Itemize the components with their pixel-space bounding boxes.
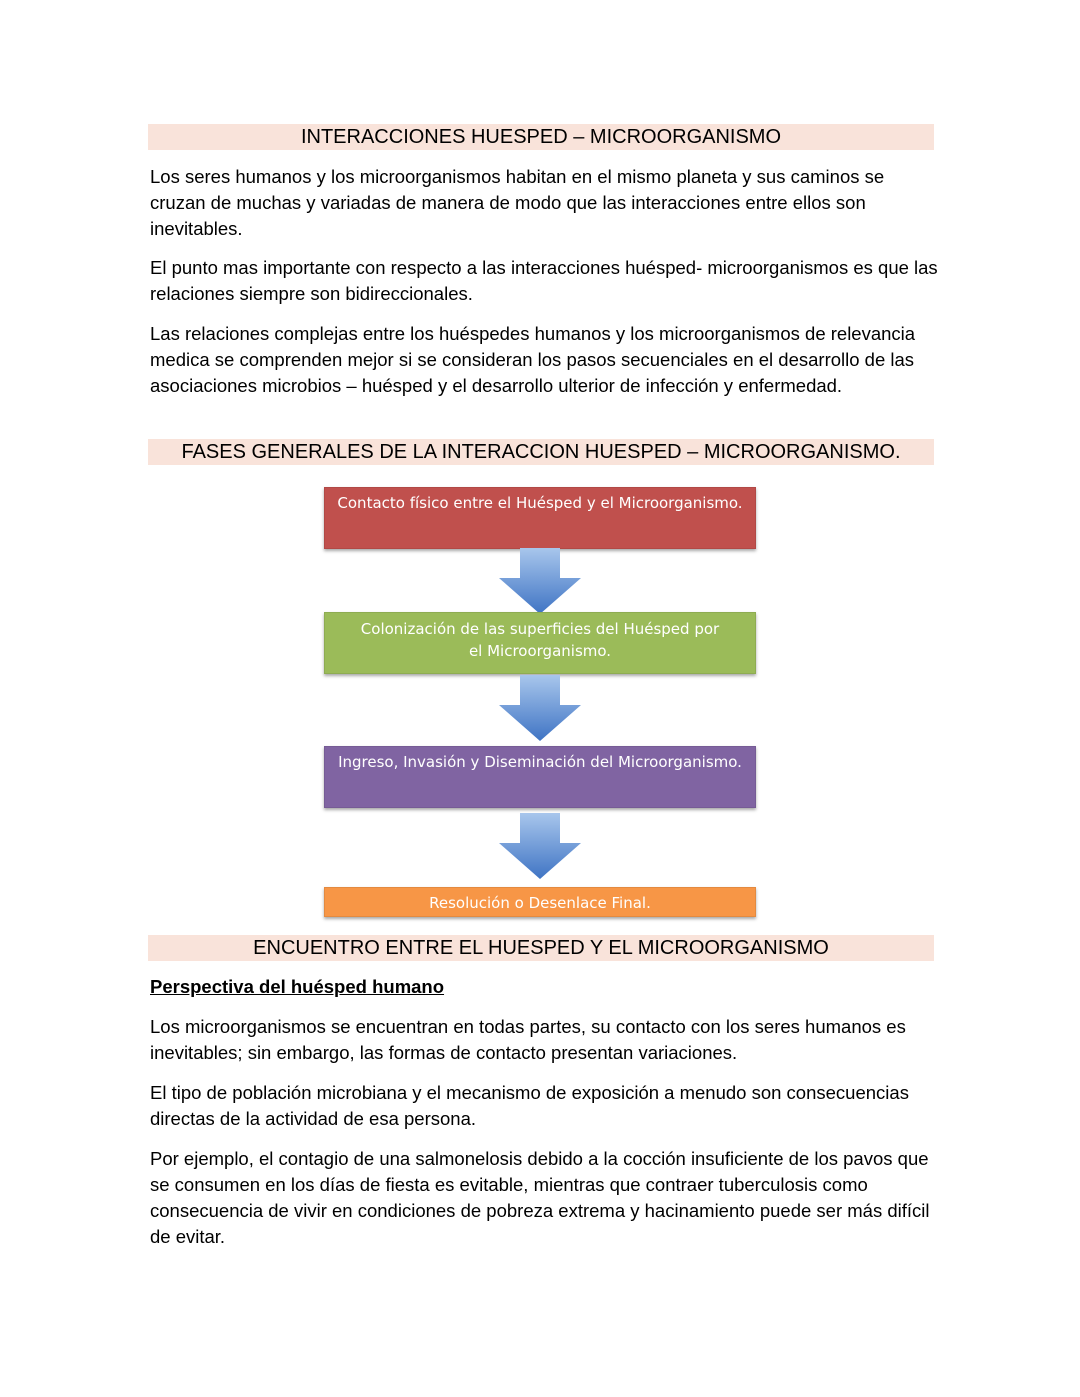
phase-label: Resolución o Desenlace Final. <box>429 894 651 912</box>
arrow-down-icon <box>499 813 581 879</box>
section-title-interacciones: INTERACCIONES HUESPED – MICROORGANISMO <box>148 124 934 150</box>
phase-label: Contacto físico entre el Huésped y el Microorganismo. <box>337 494 743 512</box>
paragraph-contacto: Los microorganismos se encuentran en todas partes, su contacto con los seres humanos es inevitables; sin embargo, las formas de contacto presentan variaciones. <box>150 1016 906 1063</box>
phase-box-contacto <box>324 487 756 549</box>
paragraph-ejemplo: Por ejemplo, el contagio de una salmonelosis debido a la cocción insuficiente de los pavos que se consumen en los días de fiesta es evitable, mientras que contraer tuberculosis como consecuencia de vivir en condiciones de pobreza extrema y hacinamiento puede ser más difícil de evitar. <box>150 1148 930 1247</box>
phase-box-ingreso <box>324 746 756 808</box>
paragraph-poblacion: El tipo de población microbiana y el mecanismo de exposición a menudo son consecuencias directas de la actividad de esa persona. <box>150 1082 909 1129</box>
phase-label: Ingreso, Invasión y Diseminación del Microorganismo. <box>338 753 742 771</box>
phase-label: Colonización de las superficies del Huésped por el Microorganismo. <box>360 620 720 660</box>
paragraph-bidireccional: El punto mas importante con respecto a las interacciones huésped- microorganismos es que las relaciones siempre son bidireccionales. <box>150 257 938 304</box>
section-title-fases: FASES GENERALES DE LA INTERACCION HUESPED – MICROORGANISMO. <box>148 439 934 465</box>
paragraph-relaciones: Las relaciones complejas entre los huéspedes humanos y los microorganismos de relevancia medica se comprenden mejor si se consideran los pasos secuenciales en el desarrollo de las asociaciones microbios – huésped y el desarrollo ulterior de infección y enfermedad. <box>150 323 916 396</box>
paragraph-intro: Los seres humanos y los microorganismos habitan en el mismo planeta y sus caminos se cruzan de muchas y variadas de manera de modo que las interacciones entre ellos son inevitables. <box>150 166 885 239</box>
section-title-encuentro: ENCUENTRO ENTRE EL HUESPED Y EL MICROORGANISMO <box>148 935 934 961</box>
arrow-down-icon <box>499 548 581 614</box>
arrow-down-icon <box>499 675 581 741</box>
phase-box-resolucion <box>324 887 756 917</box>
subheading-perspectiva: Perspectiva del huésped humano <box>150 976 445 997</box>
phase-box-colonizacion <box>324 612 756 674</box>
